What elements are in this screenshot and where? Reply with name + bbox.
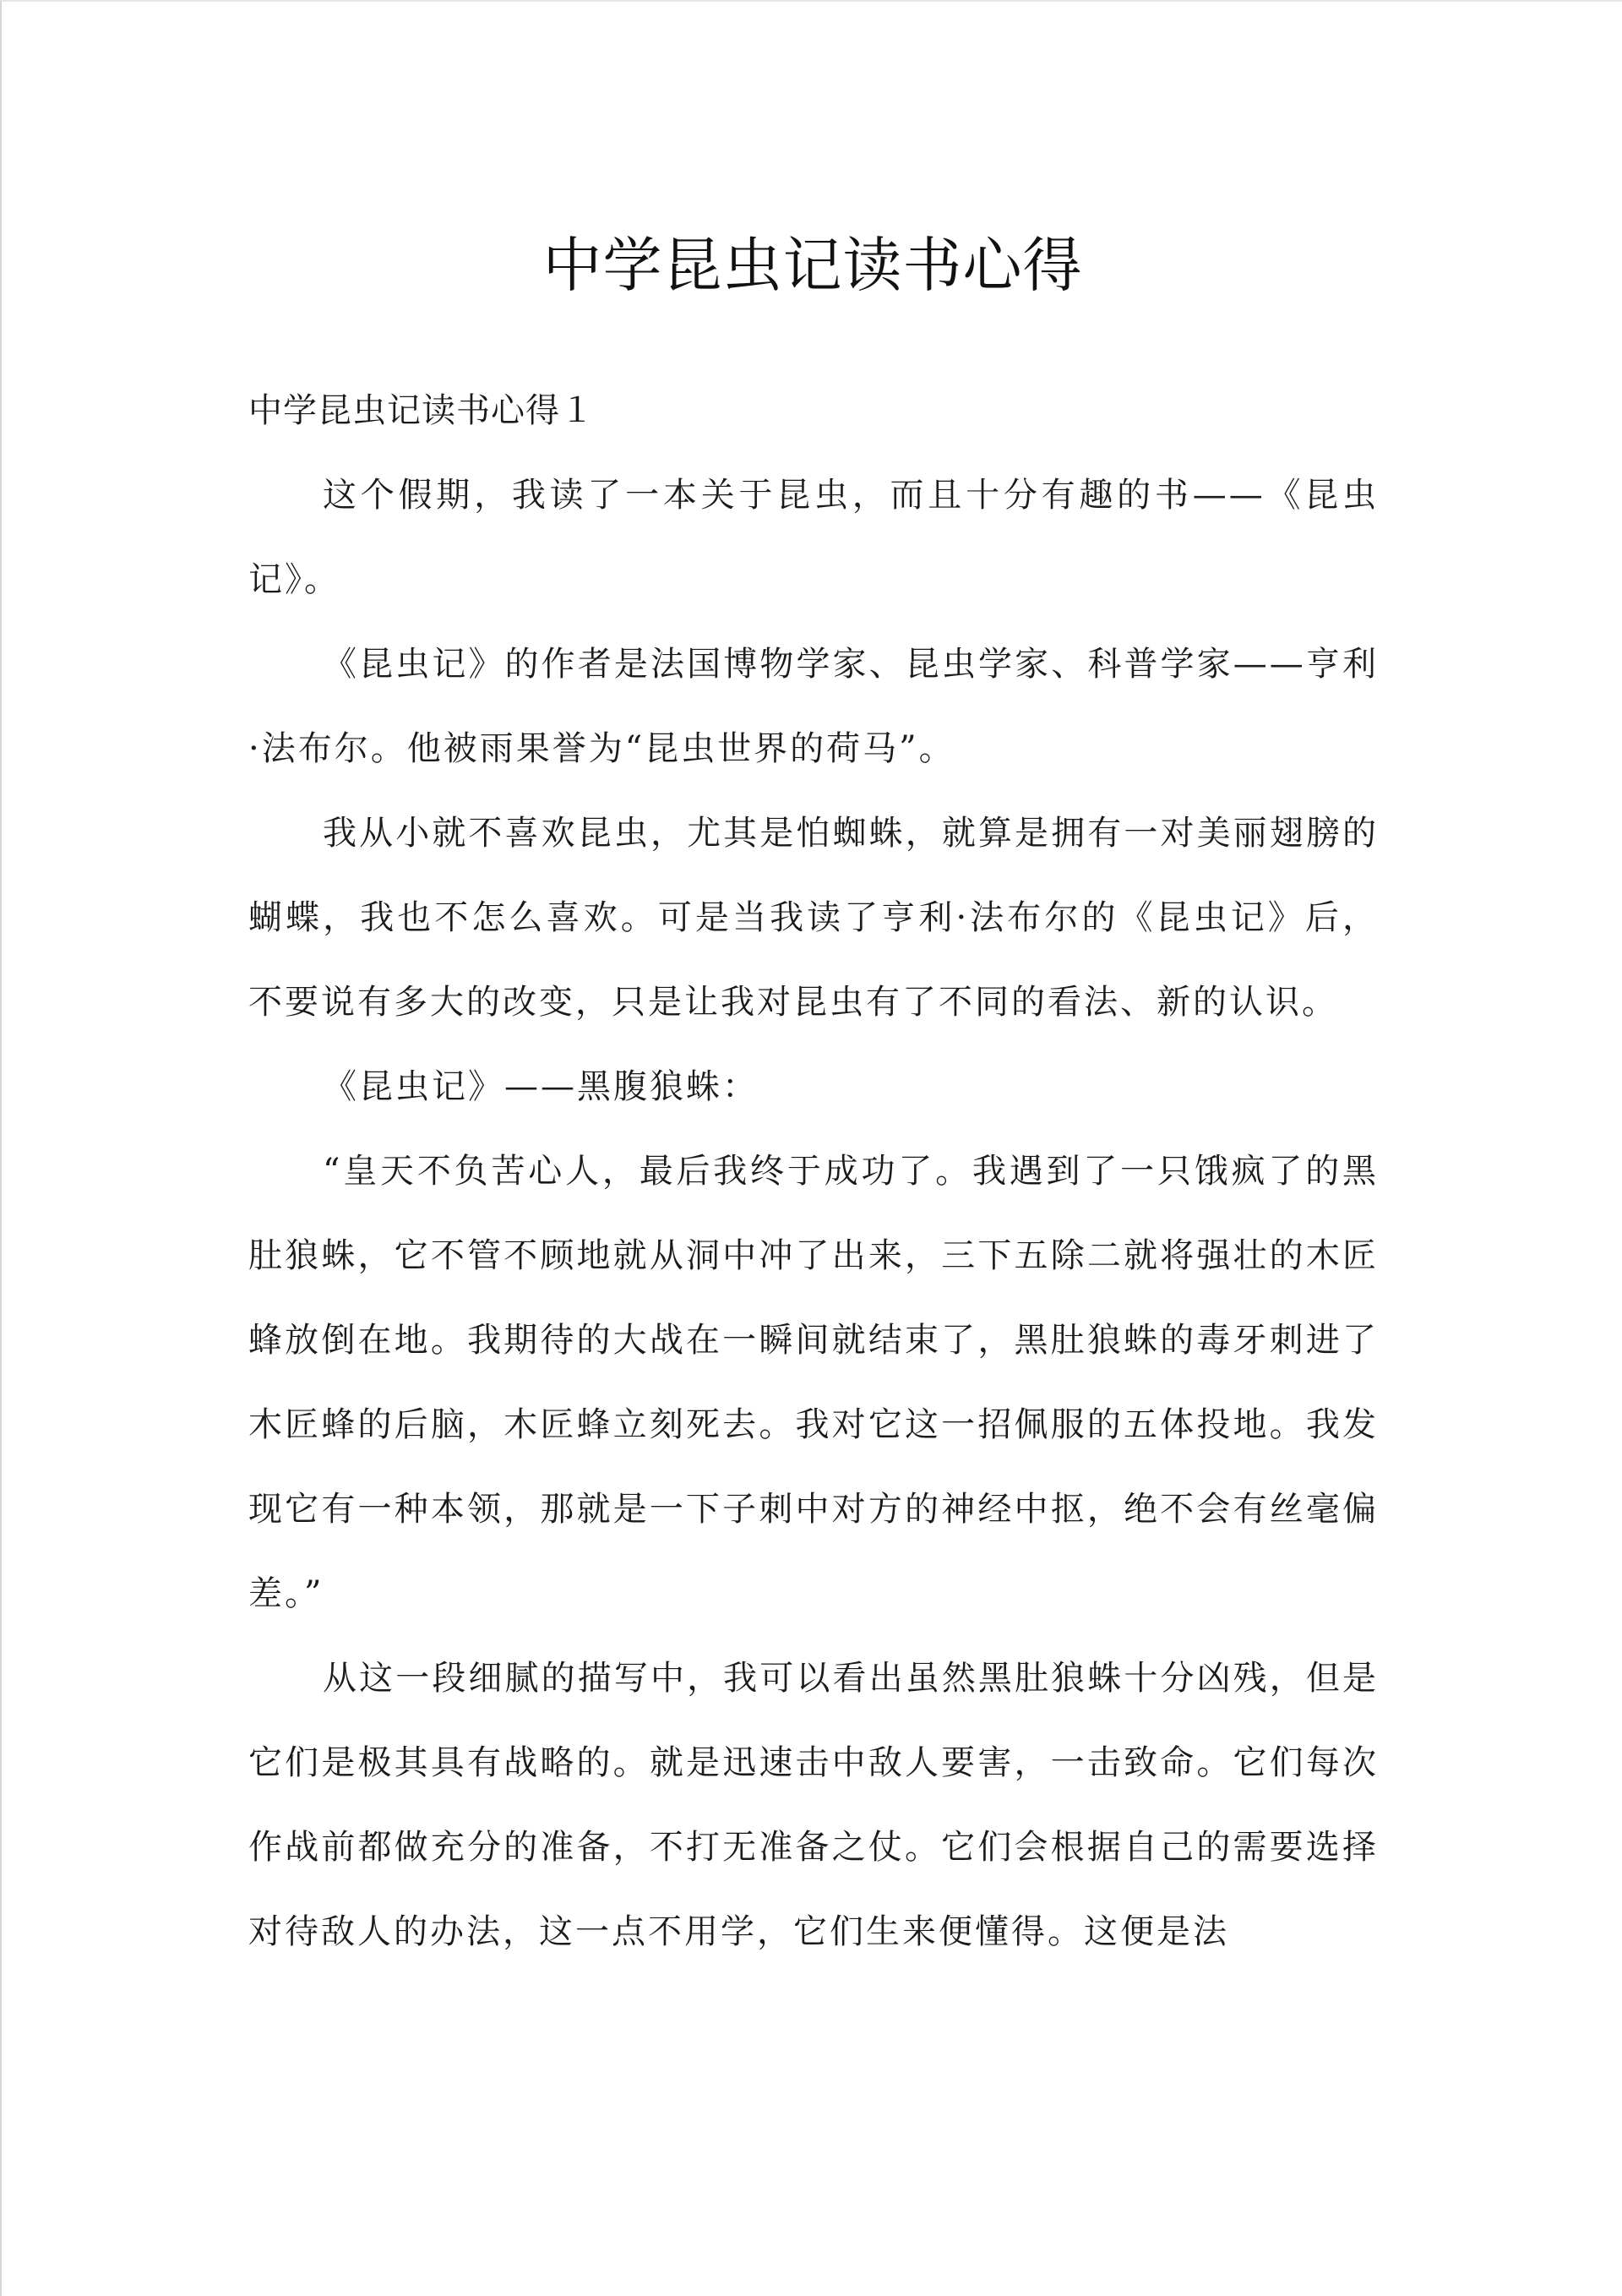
paragraph: 《昆虫记》的作者是法国博物学家、昆虫学家、科普学家——亨利·法布尔。他被雨果誉为“昆虫世界的荷马”。	[248, 645, 1379, 768]
quote-paragraph: “皇天不负苦心人，最后我终于成功了。我遇到了一只饿疯了的黑肚狼蛛，它不管不顾地就从洞中冲了出来，三下五除二就将强壮的木匠蜂放倒在地。我期待的大战在一瞬间就结束了，黑肚狼蛛的毒牙刺进了木匠蜂的后脑，木匠蜂立刻死去。我对它这一招佩服的五体投地。我发现它有一种本领，那就是一下子刺中对方的神经中抠，绝不会有丝毫偏差。”	[248, 1152, 1379, 1613]
section-heading: 中学昆虫记读书心得１	[248, 391, 595, 430]
paragraph: 从这一段细腻的描写中，我可以看出虽然黑肚狼蛛十分凶残，但是它们是极其具有战略的。就是迅速击中敌人要害，一击致命。它们每次作战前都做充分的准备，不打无准备之仗。它们会根据自己的需要选择对待敌人的办法，这一点不用学，它们生来便懂得。这便是法	[248, 1659, 1379, 1951]
paragraph: 我从小就不喜欢昆虫，尤其是怕蜘蛛，就算是拥有一对美丽翅膀的蝴蝶，我也不怎么喜欢。可是当我读了亨利·法布尔的《昆虫记》后，不要说有多大的改变，只是让我对昆虫有了不同的看法、新的认识。	[248, 814, 1379, 1022]
document-body	[248, 368, 1379, 1974]
paragraph: 这个假期，我读了一本关于昆虫，而且十分有趣的书——《昆虫记》。	[248, 476, 1379, 599]
paragraph: 《昆虫记》——黑腹狼蛛：	[323, 1067, 759, 1106]
document-title: 中学昆虫记读书心得	[542, 231, 1083, 300]
